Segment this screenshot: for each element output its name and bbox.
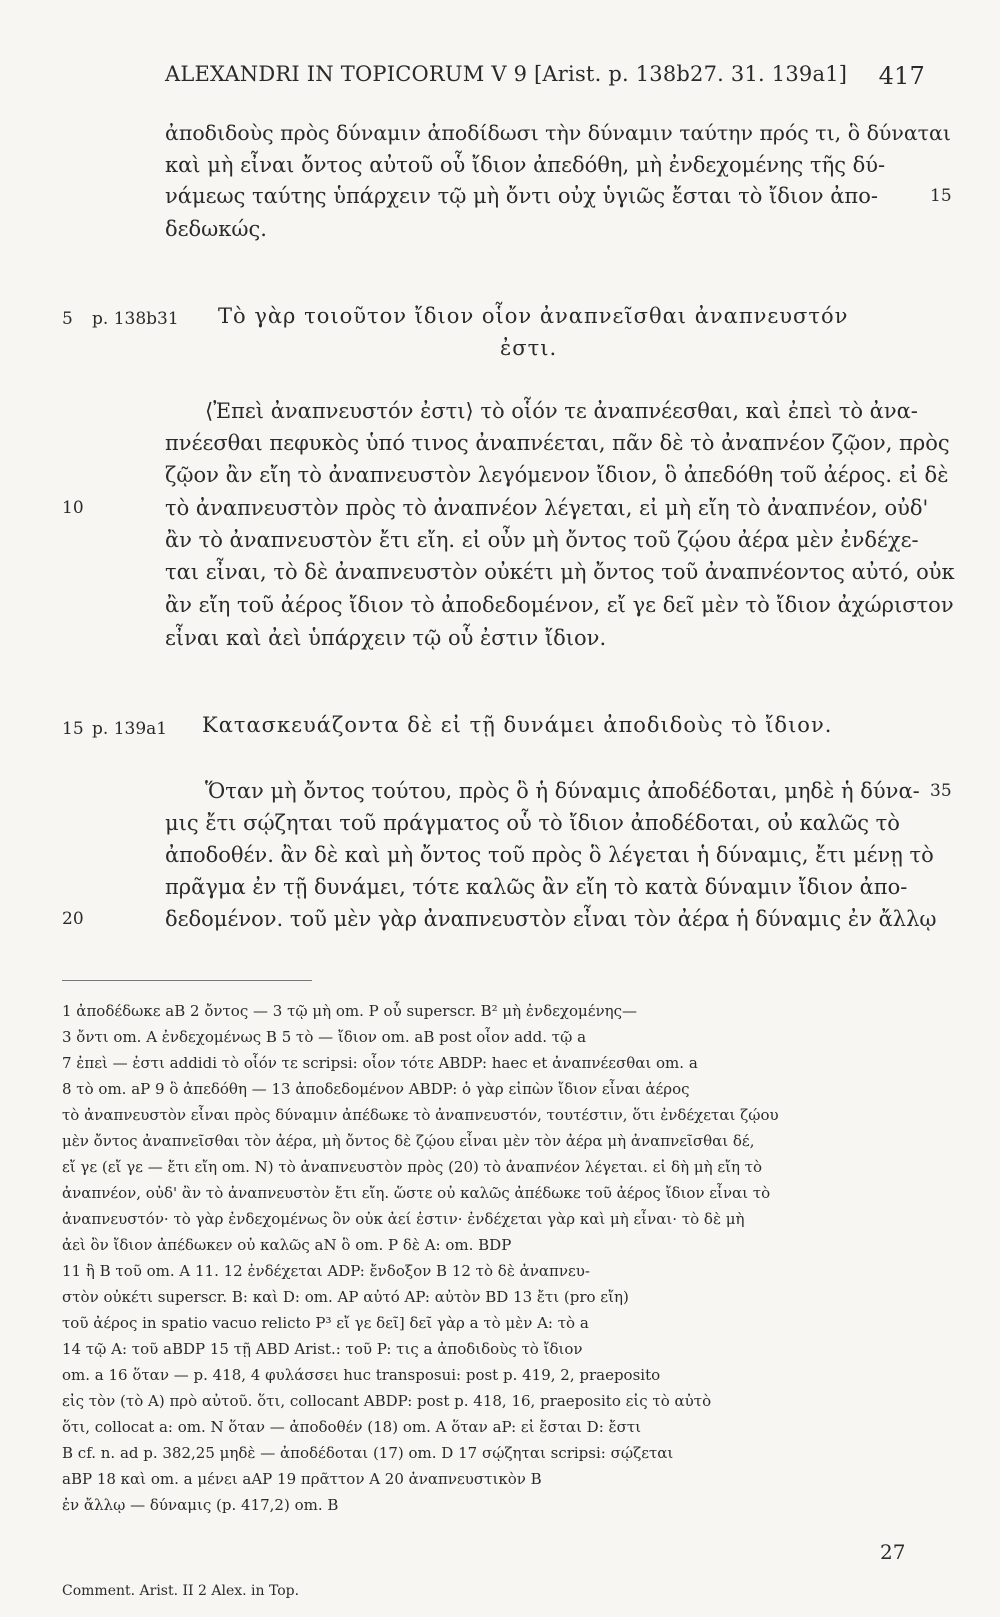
lemma-line: ἐστι. bbox=[500, 336, 558, 360]
lemma-line: Κατασκευάζοντα δὲ εἰ τῇ δυνάμει ἀποδιδοὺς τὸ ἴδιον. bbox=[202, 713, 833, 737]
line-number: 15 bbox=[62, 719, 84, 739]
text-line: ἀποδοθέν. ἂν δὲ καὶ μὴ ὄντος τοῦ πρὸς ὃ λέγεται ἡ δύναμις, ἔτι μένῃ τὸ bbox=[165, 843, 934, 867]
apparatus-line: 14 τῷ A: τοῦ aBDP 15 τῇ ABD Arist.: τοῦ P: τις a ἀποδιδοὺς τὸ ἴδιον bbox=[62, 1340, 583, 1358]
line-number: 35 bbox=[930, 781, 952, 801]
apparatus-line: 3 ὄντι om. A ἐνδεχομένως B 5 τὸ — ἴδιον om. aB post οἷον add. τῷ a bbox=[62, 1028, 587, 1046]
footnote-divider bbox=[62, 980, 312, 981]
line-number: 5 bbox=[62, 309, 73, 329]
line-number: 15 bbox=[930, 186, 952, 206]
text-line: πνέεσθαι πεφυκὸς ὑπό τινος ἀναπνέεται, πᾶν δὲ τὸ ἀναπνέον ζῷον, πρὸς bbox=[165, 431, 950, 455]
text-line: ⟨Ἐπεὶ ἀναπνευστόν ἐστι⟩ τὸ οἷόν τε ἀναπνέεσθαι, καὶ ἐπεὶ τὸ ἀνα- bbox=[205, 399, 918, 423]
apparatus-line: εἴ γε (εἴ γε — ἔτι εἴη om. N) τὸ ἀναπνευστὸν πρὸς (20) τὸ ἀναπνέον λέγεται. εἰ δὴ μὴ εἴη τὸ bbox=[62, 1158, 763, 1176]
line-number: 20 bbox=[62, 909, 84, 929]
apparatus-line: ὅτι, collocat a: om. N ὅταν — ἀποδοθέν (18) om. A ὅταν aP: εἰ ἔσται D: ἔστι bbox=[62, 1418, 641, 1436]
text-line: δεδομένον. τοῦ μὲν γὰρ ἀναπνευστὸν εἶναι τὸν ἀέρα ἡ δύναμις ἐν ἄλλῳ bbox=[165, 907, 937, 931]
apparatus-line: om. a 16 ὅταν — p. 418, 4 φυλάσσει huc transposui: post p. 419, 2, praeposito bbox=[62, 1366, 661, 1384]
text-line: ται εἶναι, τὸ δὲ ἀναπνευστὸν οὐκέτι μὴ ὄντος τοῦ ἀναπνέοντος αὐτό, οὐκ bbox=[165, 560, 955, 584]
apparatus-line: 1 ἀποδέδωκε aB 2 ὄντος — 3 τῷ μὴ om. P οὗ superscr. B² μὴ ἐνδεχομένης— bbox=[62, 1002, 638, 1020]
text-line: ἂν εἴη τοῦ ἀέρος ἴδιον τὸ ἀποδεδομένον, εἴ γε δεῖ μὲν τὸ ἴδιον ἀχώριστον bbox=[165, 593, 954, 617]
running-header bbox=[165, 62, 925, 90]
lemma-reference: p. 139a1 bbox=[92, 719, 168, 739]
apparatus-line: τοῦ ἀέρος in spatio vacuo relicto P³ εἴ γε δεῖ] δεῖ γὰρ a τὸ μὲν A: τὸ a bbox=[62, 1314, 589, 1332]
text-line: δεδωκώς. bbox=[165, 217, 267, 241]
page-number: 417 bbox=[878, 62, 925, 90]
lemma-line: Τὸ γὰρ τοιοῦτον ἴδιον οἷον ἀναπνεῖσθαι ἀναπνευστόν bbox=[218, 304, 849, 328]
signature-text: Comment. Arist. II 2 Alex. in Top. bbox=[62, 1583, 300, 1599]
signature-number: 27 bbox=[880, 1540, 906, 1564]
apparatus-line: εἰς τὸν (τὸ A) πρὸ αὐτοῦ. ὅτι, collocant ABDP: post p. 418, 16, praeposito εἰς τὸ αὐτὸ bbox=[62, 1392, 712, 1410]
apparatus-line: 7 ἐπεὶ — ἐστι addidi τὸ οἷόν τε scripsi: οἷον τότε ABDP: haec et ἀναπνέεσθαι om. a bbox=[62, 1054, 698, 1072]
apparatus-line: 8 τὸ om. aP 9 ὃ ἀπεδόθη — 13 ἀποδεδομένον ABDP: ὁ γὰρ εἰπὼν ἴδιον εἶναι ἀέρος bbox=[62, 1080, 690, 1098]
text-line: Ὅταν μὴ ὄντος τούτου, πρὸς ὃ ἡ δύναμις ἀποδέδοται, μηδὲ ἡ δύνα- bbox=[205, 779, 920, 803]
apparatus-line: ἀναπνέον, οὐδ' ἂν τὸ ἀναπνευστὸν ἔτι εἴη. ὥστε οὐ καλῶς ἀπέδωκε τοῦ ἀέρος ἴδιον εἶναι τὸ bbox=[62, 1184, 771, 1202]
text-line: μις ἔτι σῴζηται τοῦ πράγματος οὗ τὸ ἴδιον ἀποδέδοται, οὐ καλῶς τὸ bbox=[165, 811, 900, 835]
text-line: καὶ μὴ εἶναι ὄντος αὐτοῦ οὗ ἴδιον ἀπεδόθη, μὴ ἐνδεχομένης τῆς δύ- bbox=[165, 153, 886, 177]
text-line: ἂν τὸ ἀναπνευστὸν ἔτι εἴη. εἰ οὖν μὴ ὄντος τοῦ ζῴου ἀέρα μὲν ἐνδέχε- bbox=[165, 528, 919, 552]
apparatus-line: aBP 18 καὶ om. a μένει aAP 19 πρᾶττον A 20 ἀναπνευστικὸν B bbox=[62, 1470, 542, 1488]
text-line: τὸ ἀναπνευστὸν πρὸς τὸ ἀναπνέον λέγεται, εἰ μὴ εἴη τὸ ἀναπνέον, οὐδ' bbox=[165, 496, 929, 520]
running-title: ALEXANDRI IN TOPICORUM V 9 [Arist. p. 138b27. 31. 139a1] bbox=[165, 62, 848, 86]
apparatus-line: τὸ ἀναπνευστὸν εἶναι πρὸς δύναμιν ἀπέδωκε τὸ ἀναπνευστόν, τουτέστιν, ὅτι ἐνδέχεται ζῴου bbox=[62, 1106, 779, 1124]
text-line: νάμεως ταύτης ὑπάρχειν τῷ μὴ ὄντι οὐχ ὑγιῶς ἔσται τὸ ἴδιον ἀπο- bbox=[165, 184, 878, 208]
apparatus-line: μὲν ὄντος ἀναπνεῖσθαι τὸν ἀέρα, μὴ ὄντος δὲ ζῴου εἶναι μὲν τὸν ἀέρα μὴ ἀναπνεῖσθαι δέ, bbox=[62, 1132, 755, 1150]
text-line: εἶναι καὶ ἀεὶ ὑπάρχειν τῷ οὗ ἐστιν ἴδιον. bbox=[165, 626, 607, 650]
text-line: ἀποδιδοὺς πρὸς δύναμιν ἀποδίδωσι τὴν δύναμιν ταύτην πρός τι, ὃ δύναται bbox=[165, 121, 951, 145]
apparatus-line: 11 ἢ B τοῦ om. A 11. 12 ἐνδέχεται ADP: ἔνδοξον B 12 τὸ δὲ ἀναπνευ- bbox=[62, 1262, 590, 1280]
apparatus-line: στὸν οὐκέτι superscr. B: καὶ D: om. AP αὐτό AP: αὐτὸν BD 13 ἔτι (pro εἴη) bbox=[62, 1288, 629, 1306]
apparatus-line: ἀναπνευστόν· τὸ γὰρ ἐνδεχομένως ὂν οὐκ ἀεί ἐστιν· ἐνδέχεται γὰρ καὶ μὴ εἶναι· τὸ δὲ μὴ bbox=[62, 1210, 745, 1228]
lemma-reference: p. 138b31 bbox=[92, 309, 179, 329]
line-number: 10 bbox=[62, 498, 84, 518]
apparatus-line: B cf. n. ad p. 382,25 μηδὲ — ἀποδέδοται (17) om. D 17 σῴζηται scripsi: σῴζεται bbox=[62, 1444, 674, 1462]
apparatus-line: ἀεὶ ὂν ἴδιον ἀπέδωκεν οὐ καλῶς aN ὃ om. P δὲ A: om. BDP bbox=[62, 1236, 512, 1254]
apparatus-line: ἐν ἄλλῳ — δύναμις (p. 417,2) om. B bbox=[62, 1496, 339, 1514]
text-line: ζῷον ἂν εἴη τὸ ἀναπνευστὸν λεγόμενον ἴδιον, ὃ ἀπεδόθη τοῦ ἀέρος. εἰ δὲ bbox=[165, 463, 949, 487]
text-line: πρᾶγμα ἐν τῇ δυνάμει, τότε καλῶς ἂν εἴη τὸ κατὰ δύναμιν ἴδιον ἀπο- bbox=[165, 875, 908, 899]
